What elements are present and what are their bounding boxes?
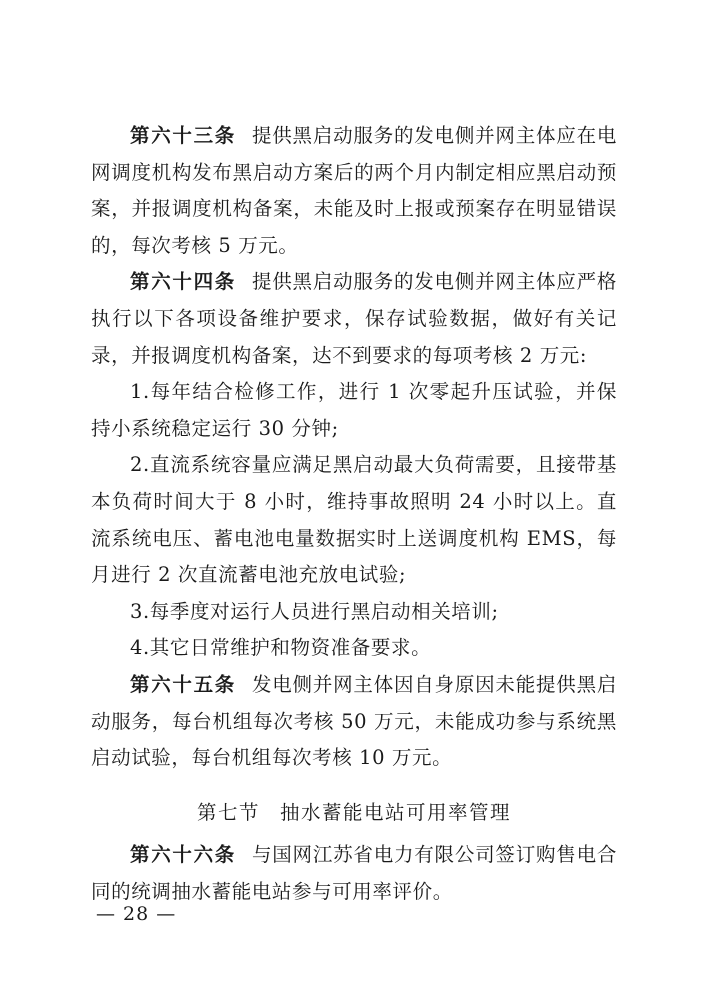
section-number: 第七节 [196,800,260,824]
article-text: 提供黑启动服务的发电侧并网主体应在电网调度机构发布黑启动方案后的两个月内制定相应黑启动预案，并报调度机构备案，未能及时上报或预案存在明显错误的，每次考核 5 万元。 [91,124,617,257]
list-item: 1.每年结合检修工作，进行 1 次零起升压试验，并保持小系统稳定运行 30 分钟; [91,380,617,440]
document-body [91,118,617,910]
article-number: 第六十六条 [130,843,236,867]
article-text: 发电侧并网主体因自身原因未能提供黑启动服务，每台机组每次考核 50 万元，未能成功参与系统黑启动试验，每台机组每次考核 10 万元。 [91,672,617,770]
list-item: 4.其它日常维护和物资准备要求。 [130,636,432,660]
article-text: 提供黑启动服务的发电侧并网主体应严格执行以下各项设备维护要求，保存试验数据，做好有关记录，并报调度机构备案，达不到要求的每项考核 2 万元: [91,270,617,367]
list-item: 2.直流系统容量应满足黑启动最大负荷需要，且接带基本负荷时间大于 8 小时，维持事故照明 24 小时以上。直流系统电压、蓄电池电量数据实时上送调度机构 EMS，每月进行 2 次直流蓄电池充放电试验; [91,453,617,587]
article-65 [91,667,617,777]
article-64 [91,264,617,374]
section-heading [91,795,617,832]
article-number: 第六十三条 [130,124,236,147]
page-number: — 28 — [96,903,177,925]
article-number: 第六十五条 [130,672,236,696]
list-item: 3.每季度对运行人员进行黑启动相关培训; [130,599,499,623]
article-63 [91,118,617,264]
section-title: 抽水蓄能电站可用率管理 [280,800,512,824]
article-number: 第六十四条 [130,270,236,294]
article-text: 与国网江苏省电力有限公司签订购售电合同的统调抽水蓄能电站参与可用率评价。 [91,843,617,903]
